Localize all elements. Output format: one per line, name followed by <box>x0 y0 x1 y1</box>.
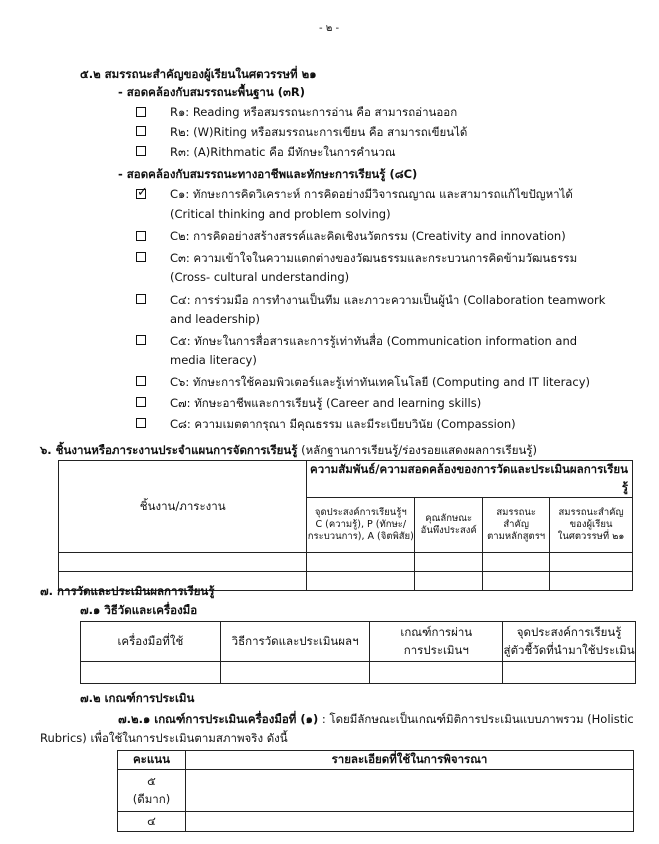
col-workpiece: ชิ้นงาน/ภาระงาน <box>59 461 307 553</box>
section-5-2-title: ๕.๒ สมรรถนะสำคัญของผู้เรียนในศตวรรษที่ ๒๑ <box>80 67 317 81</box>
checkbox-c3[interactable] <box>136 252 146 262</box>
career-item-c3-line2: (Cross- cultural understanding) <box>170 270 350 284</box>
career-item-c3: C๓: ความเข้าใจในความแตกต่างของวัฒนธรรมและกระบวนการคิดข้ามวัฒนธรรม <box>170 251 578 265</box>
career-item-c4-line2: and leadership) <box>170 312 260 326</box>
col-objectives: จุดประสงค์การเรียนรู้ฯ C (ความรู้), P (ทักษะ/ กระบวนการ), A (จิตพิสัย) <box>307 498 415 553</box>
career-item-c5: C๕: ทักษะในการสื่อสารและการรู้เท่าทันสื่อ (Communication information and <box>170 334 578 348</box>
section-7-2-1-desc-line2: Rubrics) เพื่อใช้ในการประเมินตามสภาพจริง ดังนี้ <box>40 731 288 745</box>
basic-competency-header: - สอดคล้องกับสมรรถนะพื้นฐาน (๓R) <box>118 85 305 99</box>
section-6-note: (หลักฐานการเรียนรู้/ร่องรอยแสดงผลการเรียนรู้) <box>301 443 537 457</box>
basic-item-r3: R๓: (A)Rithmatic คือ มีทักษะในการคำนวณ <box>170 145 396 159</box>
col-21st-competency: สมรรถนะสำคัญ ของผู้เรียน ในศตวรรษที่ ๒๑ <box>550 498 633 553</box>
basic-item-r1: R๑: Reading หรือสมรรถนะการอ่าน คือ สามารถอ่านออก <box>170 105 458 119</box>
career-item-c4: C๔: การร่วมมือ การทำงานเป็นทีม และภาวะความเป็นผู้นำ (Collaboration teamwork <box>170 293 606 307</box>
col-objective: จุดประสงค์การเรียนรู้ สู่ตัวชี้วัดที่นำมาใช้ประเมิน <box>503 622 636 662</box>
col-method: วิธีการวัดและประเมินผลฯ <box>220 622 370 662</box>
section-6-title: ๖. ชิ้นงานหรือภาระงานประจำแผนการจัดการเรียนรู้ <box>40 443 298 457</box>
checkbox-r3[interactable] <box>136 146 146 156</box>
career-item-c6: C๖: ทักษะการใช้คอมพิวเตอร์และรู้เท่าทันเทคโนโลยี (Computing and IT literacy) <box>170 375 590 389</box>
checkbox-c7[interactable] <box>136 397 146 407</box>
checkbox-r2[interactable] <box>136 126 146 136</box>
section-7-2-1-desc: : โดยมีลักษณะเป็นเกณฑ์มิติการประเมินแบบภาพรวม (Holistic <box>321 712 634 726</box>
career-item-c8: C๘: ความเมตตากรุณา มีคุณธรรม และมีระเบียบวินัย (Compassion) <box>170 417 516 431</box>
career-competency-header: - สอดคล้องกับสมรรถนะทางอาชีพและทักษะการเรียนรู้ (๘C) <box>118 167 418 181</box>
col-attributes: คุณลักษณะ อันพึงประสงค์ <box>415 498 483 553</box>
rubric-table <box>117 750 634 832</box>
col-score: คะแนน <box>118 751 186 770</box>
col-criteria: เกณฑ์การผ่าน การประเมินฯ <box>370 622 503 662</box>
section-7-2-title: ๗.๒ เกณฑ์การประเมิน <box>80 691 195 705</box>
relation-header: ความสัมพันธ์/ความสอดคล้องของการวัดและประเมินผลการเรียนรู้ <box>307 461 633 498</box>
table-row <box>118 812 634 832</box>
table-row <box>118 770 634 812</box>
col-tools: เครื่องมือที่ใช้ <box>81 622 221 662</box>
checkbox-c4[interactable] <box>136 294 146 304</box>
section-6-title-row <box>40 442 537 460</box>
checkbox-c1[interactable] <box>136 189 146 199</box>
career-item-c1-line2: (Critical thinking and problem solving) <box>170 207 391 221</box>
section-7-1-title: ๗.๑ วิธีวัดและเครื่องมือ <box>80 603 198 617</box>
section-7-2-1-row <box>118 711 634 729</box>
checkbox-c2[interactable] <box>136 231 146 241</box>
career-item-c2: C๒: การคิดอย่างสร้างสรรค์และคิดเชิงนวัตกรรม (Creativity and innovation) <box>170 229 566 243</box>
workpiece-table <box>58 460 633 591</box>
score-cell: ๔ <box>118 812 186 832</box>
career-item-c1: C๑: ทักษะการคิดวิเคราะห์ การคิดอย่างมีวิจารณญาณ และสามารถแก้ไขปัญหาได้ <box>170 187 573 201</box>
table-row <box>81 662 636 684</box>
checkbox-c6[interactable] <box>136 376 146 386</box>
career-item-c7: C๗: ทักษะอาชีพและการเรียนรู้ (Career and learning skills) <box>170 396 482 410</box>
section-7-2-1-title: ๗.๒.๑ เกณฑ์การประเมินเครื่องมือที่ (๑) <box>118 712 319 726</box>
checkbox-c8[interactable] <box>136 418 146 428</box>
score-cell: ๕ (ดีมาก) <box>118 770 186 812</box>
col-details: รายละเอียดที่ใช้ในการพิจารณา <box>185 751 633 770</box>
section-7-title: ๗. การวัดและประเมินผลการเรียนรู้ <box>40 584 215 598</box>
checkbox-c5[interactable] <box>136 335 146 345</box>
measurement-table <box>80 621 636 684</box>
checkbox-r1[interactable] <box>136 107 146 117</box>
table-row <box>59 553 633 572</box>
basic-item-r2: R๒: (W)Riting หรือสมรรถนะการเขียน คือ สามารถเขียนได้ <box>170 125 468 139</box>
col-core-competency: สมรรถนะ สำคัญ ตามหลักสูตรฯ <box>483 498 550 553</box>
career-item-c5-line2: media literacy) <box>170 353 257 367</box>
page-number: - ๒ - <box>319 23 340 34</box>
